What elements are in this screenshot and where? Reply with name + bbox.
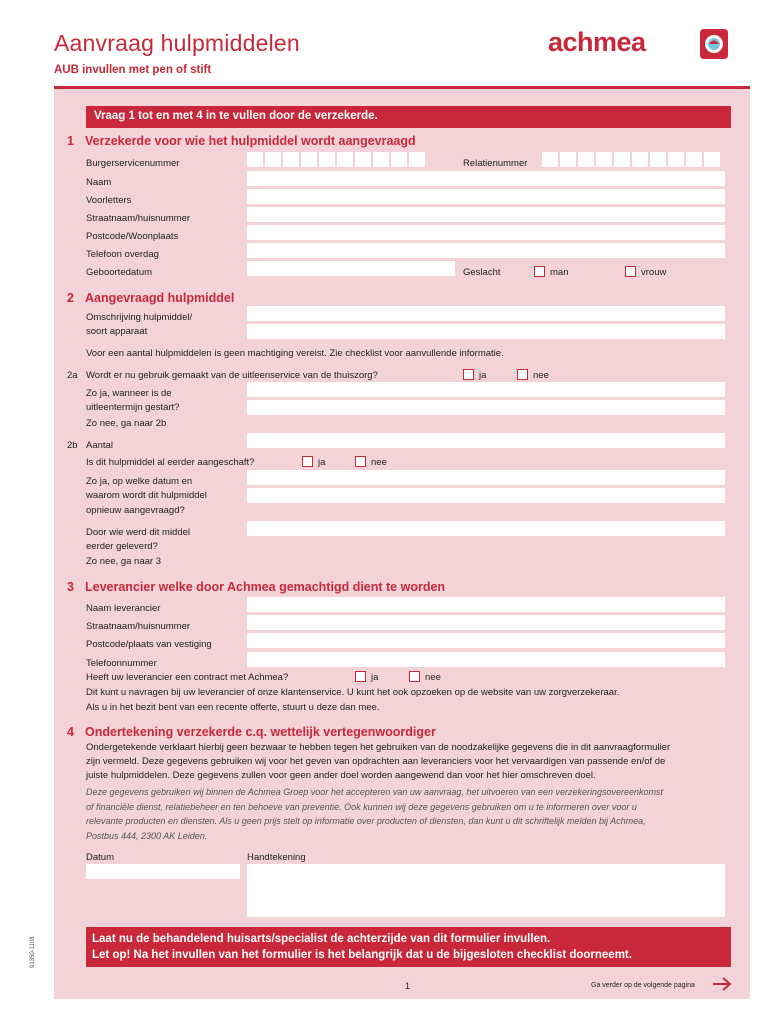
relatie-cells[interactable] (542, 152, 720, 167)
zoja-label-1: Zo ja, wanneer is de (86, 388, 172, 399)
declaration-line-3: juiste hulpmiddelen. Deze gegevens zullen voor geen ander doel worden aangewend dan voor het hier omschreven doel. (86, 770, 596, 781)
naam-field[interactable] (247, 171, 725, 186)
relatie-cell[interactable] (668, 152, 684, 167)
eerder-ja-label: ja (318, 457, 326, 468)
privacy-line-2: of financiële dienst, relatiebeheer en ten behoeve van preventie. Ook kunnen wij deze gegevens gebruiken om u te informeren over voor u (86, 802, 637, 812)
section2-number: 2 (67, 291, 74, 305)
datum-label-1: Zo ja, op welke datum en (86, 476, 193, 487)
privacy-line-1: Deze gegevens gebruiken wij binnen de Achmea Groep voor het accepteren van uw aanvraag, het uitvoeren van een verzekeringsovereenkomst (86, 787, 664, 797)
leverancier-telefoon-label: Telefoonnummer (86, 658, 157, 669)
section3-title: Leverancier welke door Achmea gemachtigd dient te worden (85, 580, 446, 594)
leverancier-postcode-field[interactable] (247, 633, 725, 648)
voorletters-label: Voorletters (86, 195, 132, 206)
geboortedatum-field[interactable] (247, 261, 455, 276)
datum-field[interactable] (86, 864, 240, 879)
next-page-text: Ga verder op de volgende pagina (591, 982, 695, 989)
eerder-nee-checkbox[interactable] (355, 456, 366, 467)
leverancier-naam-label: Naam leverancier (86, 603, 161, 614)
page-subtitle: AUB invullen met pen of stift (54, 64, 212, 76)
reden-field-1[interactable] (247, 470, 725, 485)
uitleen-field-1[interactable] (247, 382, 725, 397)
section3-number: 3 (67, 580, 74, 594)
man-checkbox[interactable] (534, 266, 545, 277)
bsn-cell[interactable] (301, 152, 317, 167)
section2-title: Aangevraagd hulpmiddel (85, 291, 235, 305)
uitleen-field-2[interactable] (247, 400, 725, 415)
contract-question: Heeft uw leverancier een contract met Achmea? (86, 672, 289, 683)
aantal-field[interactable] (247, 433, 725, 448)
geleverd-label-1: Door wie werd dit middel (86, 527, 191, 538)
page-number: 1 (405, 981, 411, 991)
q2a-nee-checkbox[interactable] (517, 369, 528, 380)
aantal-label: Aantal (86, 440, 113, 451)
handtekening-label: Handtekening (247, 852, 306, 863)
instruction-line-1: Laat nu de behandelend huisarts/specialist de achterzijde van dit formulier invullen. (92, 933, 551, 945)
bsn-cells[interactable] (247, 152, 425, 167)
section1-title: Verzekerde voor wie het hulpmiddel wordt aangevraagd (85, 134, 416, 148)
straat-label: Straatnaam/huisnummer (86, 213, 191, 224)
instruction-banner (86, 927, 731, 967)
bsn-label: Burgerservicenummer (86, 158, 180, 169)
zonee-2b-label: Zo nee, ga naar 2b (86, 418, 167, 429)
leverancier-postcode-label: Postcode/plaats van vestiging (86, 639, 212, 650)
zonee-3-label: Zo nee, ga naar 3 (86, 556, 161, 567)
privacy-line-4: Postbus 444, 2300 AK Leiden. (86, 831, 208, 841)
postcode-label: Postcode/Woonplaats (86, 231, 179, 242)
telefoon-label: Telefoon overdag (86, 249, 159, 260)
leverancier-telefoon-field[interactable] (247, 652, 725, 667)
omschrijving-field-2[interactable] (247, 324, 725, 339)
bsn-cell[interactable] (337, 152, 353, 167)
relatie-cell[interactable] (578, 152, 594, 167)
q2a-nee-label: nee (533, 370, 549, 381)
bsn-cell[interactable] (373, 152, 389, 167)
bsn-cell[interactable] (391, 152, 407, 167)
machtiging-note: Voor een aantal hulpmiddelen is geen machtiging vereist. Zie checklist voor aanvullende informatie. (86, 348, 504, 359)
omschrijving-label-2: soort apparaat (86, 326, 148, 337)
leverancier-straat-label: Straatnaam/huisnummer (86, 621, 191, 632)
instruction-line-2: Let op! Na het invullen van het formulier is het belangrijk dat u de bijgesloten checklist doorneemt. (92, 949, 632, 961)
contract-nee-label: nee (425, 672, 441, 683)
bsn-cell[interactable] (319, 152, 335, 167)
eerder-ja-checkbox[interactable] (302, 456, 313, 467)
q2a-ja-checkbox[interactable] (463, 369, 474, 380)
bsn-cell[interactable] (265, 152, 281, 167)
signature-field[interactable] (247, 864, 725, 917)
relatie-cell[interactable] (686, 152, 702, 167)
bsn-cell[interactable] (247, 152, 263, 167)
datum-label-3: opnieuw aangevraagd? (86, 505, 185, 516)
q2a-question: Wordt er nu gebruik gemaakt van de uitleenservice van de thuiszorg? (86, 370, 378, 381)
reden-field-2[interactable] (247, 488, 725, 503)
q2a-number: 2a (67, 370, 78, 381)
relatie-cell[interactable] (596, 152, 612, 167)
q2a-ja-label: ja (479, 370, 487, 381)
voorletters-field[interactable] (247, 189, 725, 204)
relatie-cell[interactable] (614, 152, 630, 167)
datum-label-2: waarom wordt dit hulpmiddel (86, 490, 207, 501)
eerder-nee-label: nee (371, 457, 387, 468)
declaration-line-2: zijn vermeld. Deze gegevens gebruiken wij voor het geven van opdrachten aan leveranciers voor het vervaardigen van passende en/of de (86, 756, 666, 767)
vrouw-checkbox[interactable] (625, 266, 636, 277)
relatie-label: Relatienummer (463, 158, 528, 169)
relatie-cell[interactable] (560, 152, 576, 167)
page-title: Aanvraag hulpmiddelen (54, 30, 300, 56)
section1-number: 1 (67, 134, 74, 148)
relatie-cell[interactable] (632, 152, 648, 167)
naam-label: Naam (86, 177, 112, 188)
omschrijving-label-1: Omschrijving hulpmiddel/ (86, 312, 193, 323)
contract-info-1: Dit kunt u navragen bij uw leverancier of onze klantenservice. U kunt het ook opzoeken op de website van uw zorgverzekeraar. (86, 687, 620, 698)
intro-banner: Vraag 1 tot en met 4 in te vullen door de verzekerde. (86, 106, 731, 128)
contract-info-2: Als u in het bezit bent van een recente offerte, stuurt u deze dan mee. (86, 702, 380, 713)
contract-ja-checkbox[interactable] (355, 671, 366, 682)
vrouw-label: vrouw (641, 267, 667, 278)
form-code: 91350-1108 (30, 936, 36, 968)
relatie-cell[interactable] (542, 152, 558, 167)
bsn-cell[interactable] (409, 152, 425, 167)
arrow-right-icon (712, 977, 732, 991)
section4-title: Ondertekening verzekerde c.q. wettelijk vertegenwoordiger (85, 725, 436, 739)
achmea-logo-icon (696, 27, 730, 61)
q2b-number: 2b (67, 440, 78, 451)
logo-text: achmea (548, 27, 646, 57)
postcode-field[interactable] (247, 225, 725, 240)
datum-label: Datum (86, 852, 114, 863)
bsn-cell[interactable] (355, 152, 371, 167)
relatie-cell[interactable] (704, 152, 720, 167)
geleverd-label-2: eerder geleverd? (86, 541, 158, 552)
omschrijving-field-1[interactable] (247, 306, 725, 321)
section4-number: 4 (67, 725, 74, 739)
geleverd-field[interactable] (247, 521, 725, 536)
telefoon-field[interactable] (247, 243, 725, 258)
relatie-cell[interactable] (650, 152, 666, 167)
man-label: man (550, 267, 569, 278)
geboortedatum-label: Geboortedatum (86, 267, 153, 278)
privacy-line-3: relevante producten en diensten. Als u geen prijs stelt op informatie over producten of diensten, dan kunt u dit schriftelijk melden bij Achmea, (86, 816, 646, 826)
eerder-question: Is dit hulpmiddel al eerder aangeschaft? (86, 457, 255, 468)
straat-field[interactable] (247, 207, 725, 222)
leverancier-straat-field[interactable] (247, 615, 725, 630)
geslacht-label: Geslacht (463, 267, 501, 278)
contract-nee-checkbox[interactable] (409, 671, 420, 682)
leverancier-naam-field[interactable] (247, 597, 725, 612)
declaration-line-1: Ondergetekende verklaart hierbij geen bezwaar te hebben tegen het gebruiken van de noodzakelijke gegevens die in dit aanvraagformulier (86, 742, 671, 753)
bsn-cell[interactable] (283, 152, 299, 167)
zoja-label-2: uitleentermijn gestart? (86, 402, 180, 413)
contract-ja-label: ja (371, 672, 379, 683)
